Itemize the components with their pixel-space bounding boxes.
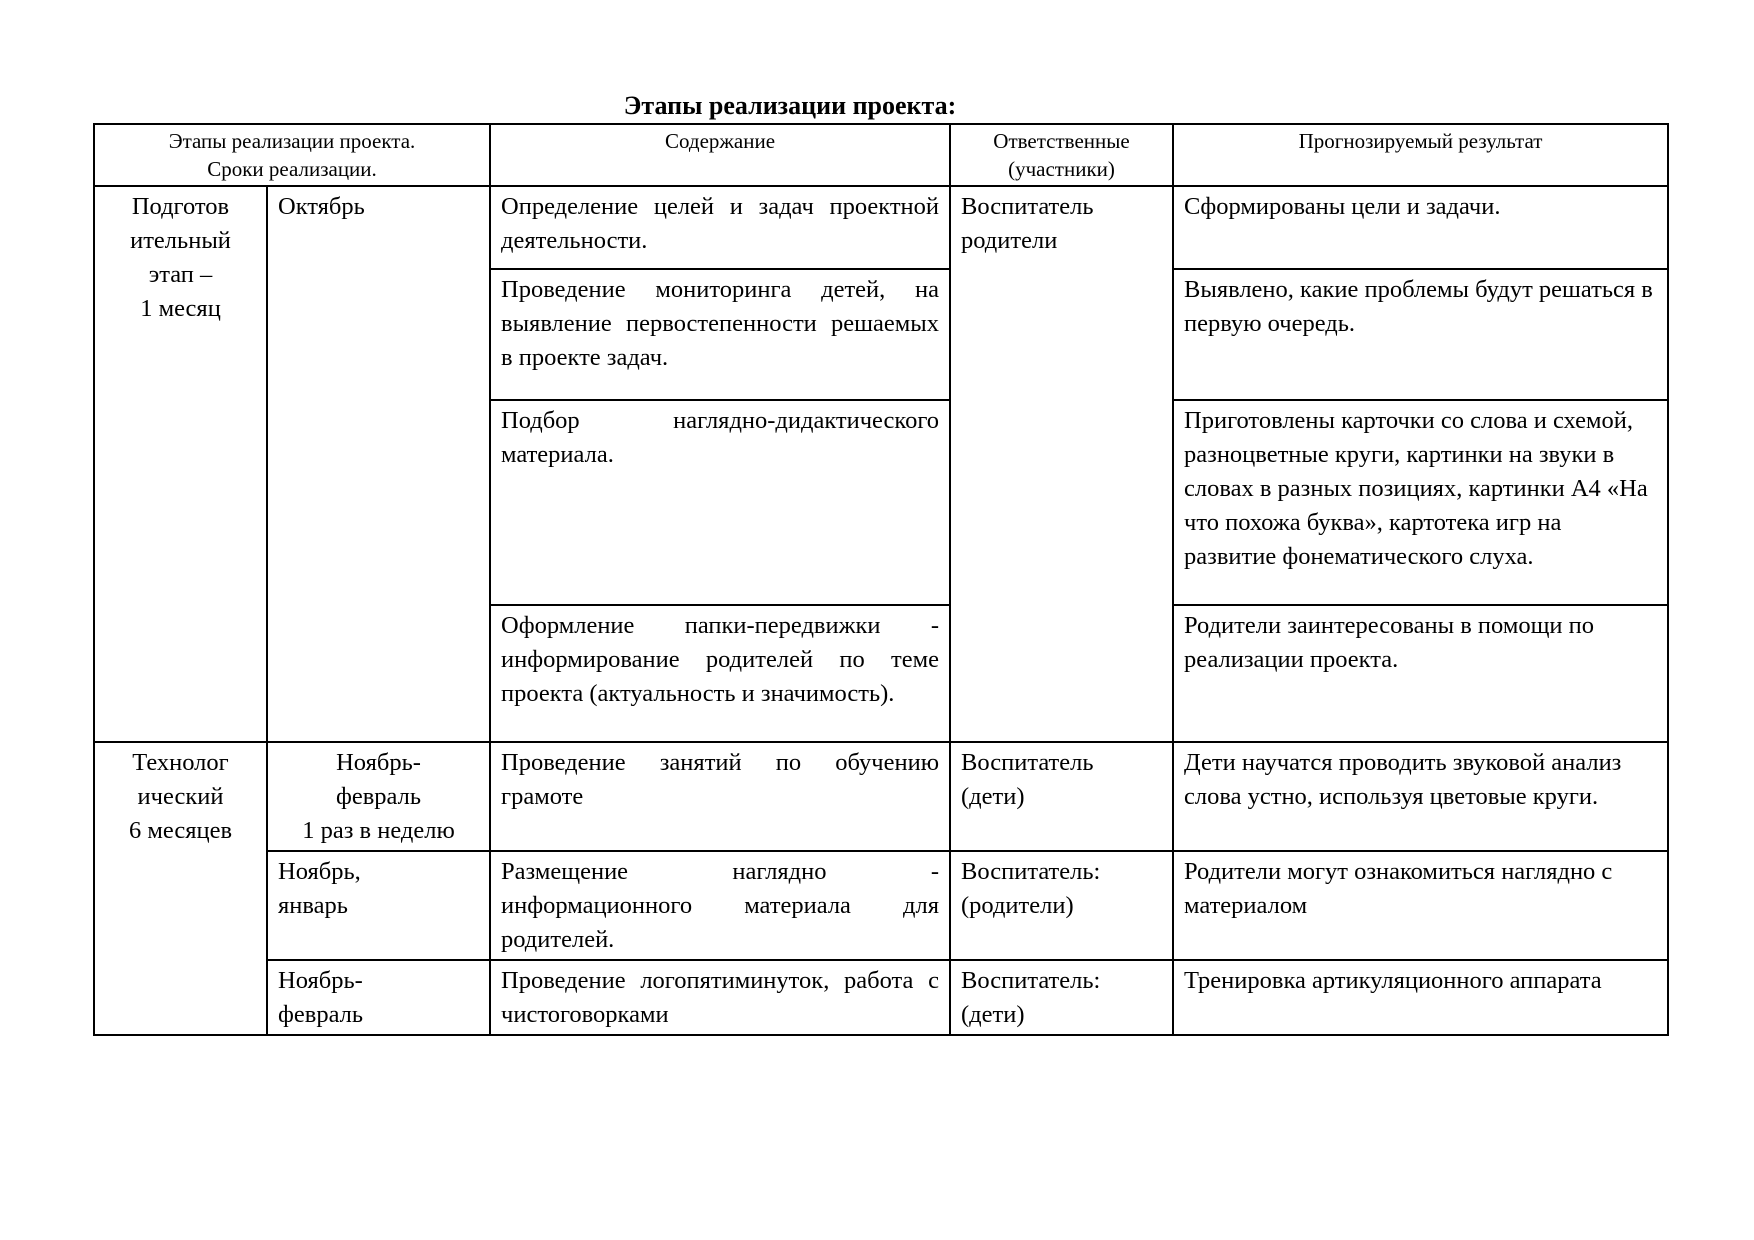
responsible-cell: Воспитатель (дети) xyxy=(950,742,1173,851)
result-cell: Дети научатся проводить звуковой анализ слова устно, используя цветовые круги. xyxy=(1173,742,1668,851)
table-row xyxy=(94,960,1668,1035)
content-cell: Определение целей и задач проектной деятельности. xyxy=(490,186,950,269)
content-cell: Проведение логопятиминуток, работа с чистоговорками xyxy=(490,960,950,1035)
content-cell: Проведение мониторинга детей, на выявление первостепенности решаемых в проекте задач. xyxy=(490,269,950,400)
result-cell: Тренировка артикуляционного аппарата xyxy=(1173,960,1668,1035)
header-stages: Этапы реализации проекта. Сроки реализации. xyxy=(94,124,490,186)
header-responsible: Ответственные (участники) xyxy=(950,124,1173,186)
table-row xyxy=(94,851,1668,960)
content-cell: Оформление папки-передвижки - информирование родителей по теме проекта (актуальность и значимость). xyxy=(490,605,950,742)
term-cell: Ноябрь- февраль xyxy=(267,960,490,1035)
responsible-cell: Воспитатель родители xyxy=(950,186,1173,742)
content-cell: Размещение наглядно - информационного материала для родителей. xyxy=(490,851,950,960)
stage-cell-preparatory: Подготов ительный этап – 1 месяц xyxy=(94,186,267,742)
result-cell: Приготовлены карточки со слова и схемой, разноцветные круги, картинки на звуки в словах в разных позициях, картинки А4 «На что похожа буква», картотека игр на развитие фонематического слуха. xyxy=(1173,400,1668,605)
header-result: Прогнозируемый результат xyxy=(1173,124,1668,186)
table-row xyxy=(94,186,1668,269)
term-cell: Ноябрь- февраль 1 раз в неделю xyxy=(267,742,490,851)
term-cell: Октябрь xyxy=(267,186,490,742)
content-cell: Подбор наглядно-дидактического материала. xyxy=(490,400,950,605)
term-cell: Ноябрь, январь xyxy=(267,851,490,960)
content-cell: Проведение занятий по обучению грамоте xyxy=(490,742,950,851)
page-title: Этапы реализации проекта: xyxy=(623,91,957,120)
stage-cell-technological: Технолог ический 6 месяцев xyxy=(94,742,267,1035)
table-header-row xyxy=(94,124,1668,186)
responsible-cell: Воспитатель: (дети) xyxy=(950,960,1173,1035)
table-row xyxy=(94,742,1668,851)
responsible-cell: Воспитатель: (родители) xyxy=(950,851,1173,960)
result-cell: Сформированы цели и задачи. xyxy=(1173,186,1668,269)
header-content: Содержание xyxy=(490,124,950,186)
result-cell: Родители заинтересованы в помощи по реализации проекта. xyxy=(1173,605,1668,742)
result-cell: Выявлено, какие проблемы будут решаться в первую очередь. xyxy=(1173,269,1668,400)
result-cell: Родители могут ознакомиться наглядно с материалом xyxy=(1173,851,1668,960)
project-stages-table xyxy=(93,123,1669,1036)
